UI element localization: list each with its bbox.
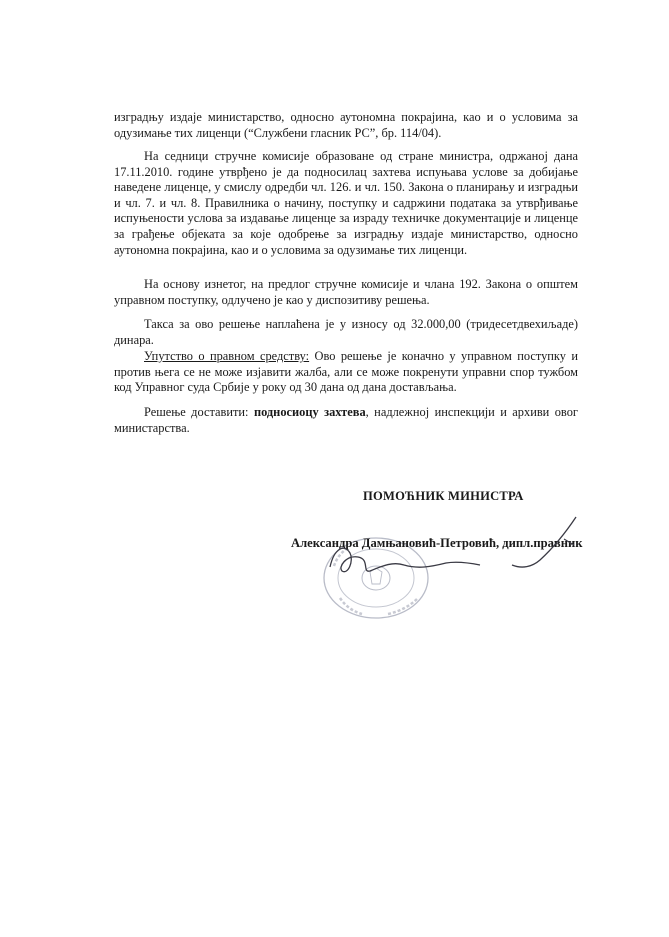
paragraph-basis [114,277,578,308]
paragraph-text: Ово решење је коначно у управном поступку и против њега се не може изјавити жалба, али се може покренути управни спор тужбом код Управног суда Србије у року од 30 дана од дана достављања. [114,349,578,395]
paragraph-text: На седници стручне комисије образоване од стране министра, одржаној дана 17.11.2010. године утврђено је да подносилац захтева испуњава услове за добијање наведене лиценце, у смислу одредби чл. 126. и чл. 150. Закона о планирању и изградњи и чл. 7. и чл. 8. Правилника о начину, поступку и садржини података за утврђивање испуњености услова за издавање лиценце за израду техничке документације и лиценце за грађење објеката за које одобрење за изградњу издаје министарство, односно аутономна покрајина, као и о условима за одузимање тих лиценци. [114,149,578,257]
paragraph-text: Такса за ово решење наплаћена је у износу од 32.000,00 (тридесетдвехиљаде) динара. [114,317,578,347]
paragraph-text: На основу изнетог, на предлог стручне комисије и члана 192. Закона о општем управном поступку, одлучено је као у диспозитиву решења. [114,277,578,307]
legal-remedy-label: Упутство о правном средству: [144,349,310,363]
signer-name: Александра Дамњановић-Петровић, дипл.правник [291,536,583,550]
paragraph-commission-session [114,149,578,258]
paragraph-legal-remedy [114,349,578,396]
delivery-rest: , надлежној инспекцији и архиви овог министарства. [114,405,578,435]
paragraph-text: изградњу издаје министарство, односно аутономна покрајина, као и о условима за одузимање тих лиценци (“Службени гласник РС”, бр. 114/04). [114,110,578,140]
paragraph-legal-reference [114,110,578,141]
paragraph-delivery [114,405,578,436]
delivery-lead: Решење доставити: [144,405,254,419]
paragraph-fee [114,317,578,348]
delivery-recipient: подносиоцу захтева [253,405,366,419]
handwritten-signature-icon [300,505,590,595]
signatory-title: ПОМОЋНИК МИНИСТРА [363,489,524,503]
